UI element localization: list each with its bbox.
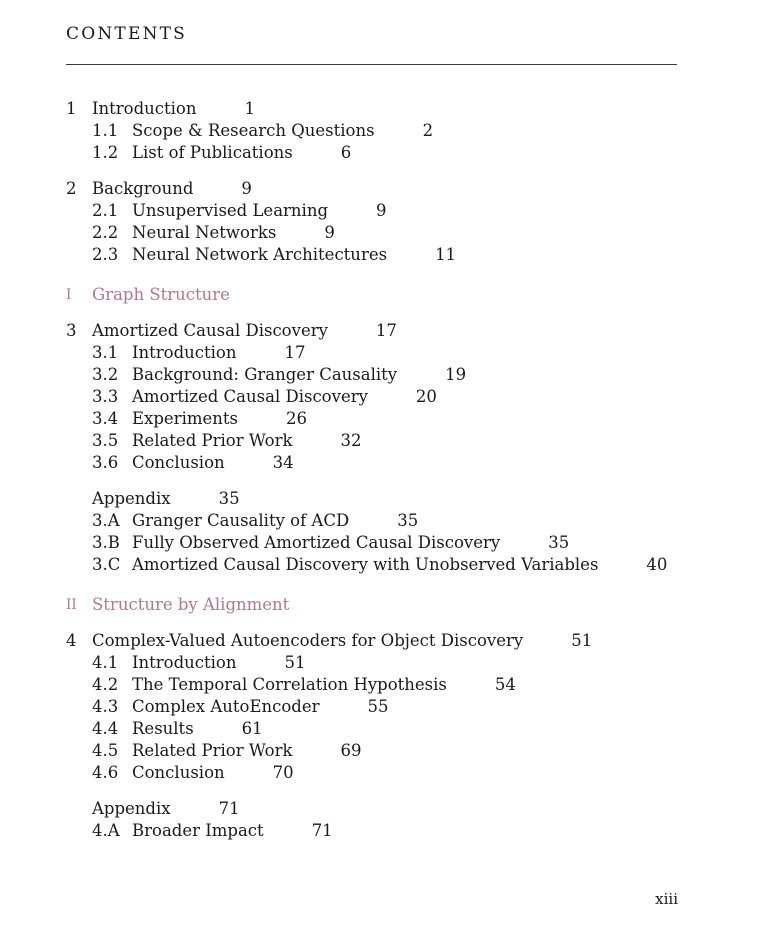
toc-section-entry[interactable] [0,674,782,696]
entry-title[interactable] [132,342,306,364]
entry-title[interactable] [132,740,362,762]
entry-title-text: Introduction [92,99,197,118]
entry-title-text: Neural Network Architectures [132,245,388,264]
toc-appendix-entry[interactable] [0,488,782,510]
entry-title-text: Appendix [92,489,171,508]
entry-number: I [66,287,72,303]
entry-title-text: Conclusion [132,453,225,472]
toc-spacer [0,266,782,284]
entry-page-number: 2 [422,121,434,140]
toc-spacer [0,616,782,630]
toc-section-entry[interactable] [0,510,782,532]
entry-title[interactable] [92,284,230,306]
entry-title[interactable] [132,762,294,784]
entry-title-text: Background [92,179,194,198]
entry-title[interactable] [132,408,307,430]
entry-title[interactable] [132,652,306,674]
entry-page-number: 1 [244,99,255,118]
entry-title[interactable] [92,594,289,616]
entry-title[interactable] [132,244,456,266]
entry-title[interactable] [92,178,252,200]
entry-title-text: Amortized Causal Discovery [132,387,368,406]
entry-title[interactable] [132,510,418,532]
entry-page-number: 35 [218,489,240,508]
entry-number: 2.2 [92,223,119,242]
toc-section-entry[interactable] [0,200,782,222]
entry-title[interactable] [132,386,437,408]
entry-page-number: 35 [397,511,419,530]
entry-number: 4.2 [92,675,119,694]
entry-page-number: 71 [311,821,333,840]
entry-page-number: 70 [272,763,294,782]
toc-section-entry[interactable] [0,342,782,364]
toc-spacer [0,784,782,798]
entry-number: 3.1 [92,343,119,362]
toc-section-entry[interactable] [0,430,782,452]
entry-title-text: Related Prior Work [132,741,293,760]
entry-title[interactable] [132,142,351,164]
entry-title[interactable] [132,222,335,244]
entry-page-number: 11 [435,245,457,264]
entry-page-number: 51 [571,631,593,650]
toc-part-entry[interactable] [0,594,782,616]
toc-section-entry[interactable] [0,718,782,740]
entry-page-number: 35 [548,533,570,552]
entry-title[interactable] [132,200,387,222]
entry-title-text: Complex-Valued Autoencoders for Object Discovery [92,631,524,650]
entry-page-number: 34 [272,453,294,472]
entry-title-text: Introduction [132,343,237,362]
entry-number: 4.1 [92,653,119,672]
toc-chapter-entry[interactable] [0,630,782,652]
entry-number: 3.B [92,533,120,552]
entry-number: 4.4 [92,719,119,738]
toc-heading: CONTENTS [66,24,188,44]
entry-title[interactable] [92,630,592,652]
entry-page-number: 51 [284,653,306,672]
entry-title[interactable] [132,820,333,842]
entry-number: 2.1 [92,201,119,220]
entry-number: 1 [66,99,77,118]
entry-number: 4.3 [92,697,119,716]
toc-section-entry[interactable] [0,554,782,576]
toc-section-entry[interactable] [0,740,782,762]
entry-title-text: Fully Observed Amortized Causal Discovery [132,533,501,552]
entry-page-number: 9 [376,201,387,220]
entry-title[interactable] [132,718,263,740]
page-number: xiii [655,890,678,908]
entry-title-text: Amortized Causal Discovery with Unobserved Variables [132,555,599,574]
heading-rule [66,64,677,65]
entry-number: II [66,597,77,613]
entry-page-number: 26 [285,409,307,428]
entry-title-text: Graph Structure [92,285,230,304]
entry-title-text: Amortized Causal Discovery [92,321,328,340]
entry-title[interactable] [132,430,362,452]
entry-page-number: 69 [340,741,362,760]
toc-section-entry[interactable] [0,652,782,674]
entry-title[interactable] [132,674,516,696]
entry-number: 4 [66,631,77,650]
entry-title-text: Conclusion [132,763,225,782]
entry-page-number: 19 [445,365,467,384]
toc-section-entry[interactable] [0,762,782,784]
entry-page-number: 17 [284,343,306,362]
entry-title[interactable] [92,798,240,820]
entry-number: 3.A [92,511,120,530]
entry-page-number: 40 [646,555,668,574]
toc-spacer [0,576,782,594]
toc-section-entry[interactable] [0,532,782,554]
entry-title[interactable] [92,98,255,120]
entry-number: 3.3 [92,387,119,406]
toc-spacer [0,164,782,178]
entry-number: 3.4 [92,409,119,428]
entry-title[interactable] [132,452,294,474]
entry-title-text: Neural Networks [132,223,277,242]
entry-title[interactable] [132,532,569,554]
entry-page-number: 54 [494,675,516,694]
entry-title[interactable] [92,320,397,342]
entry-page-number: 17 [375,321,397,340]
toc-section-entry[interactable] [0,696,782,718]
toc-section-entry[interactable] [0,244,782,266]
entry-number: 1.2 [92,143,119,162]
entry-number: 3.C [92,555,121,574]
toc-section-entry[interactable] [0,142,782,164]
entry-number: 3.2 [92,365,119,384]
entry-title-text: The Temporal Correlation Hypothesis [132,675,447,694]
entry-page-number: 9 [324,223,335,242]
entry-number: 4.A [92,821,120,840]
entry-number: 4.6 [92,763,119,782]
entry-title-text: Related Prior Work [132,431,293,450]
entry-title-text: Granger Causality of ACD [132,511,350,530]
entry-title-text: Introduction [132,653,237,672]
entry-number: 1.1 [92,121,119,140]
toc-appendix-entry[interactable] [0,798,782,820]
toc-section-entry[interactable] [0,364,782,386]
toc-section-entry[interactable] [0,408,782,430]
toc-section-entry[interactable] [0,452,782,474]
toc-part-entry[interactable] [0,284,782,306]
entry-page-number: 71 [218,799,240,818]
toc-section-entry[interactable] [0,386,782,408]
toc-section-entry[interactable] [0,222,782,244]
entry-title[interactable] [132,120,433,142]
entry-title[interactable] [132,696,389,718]
toc-spacer [0,474,782,488]
entry-title-text: List of Publications [132,143,293,162]
entry-title[interactable] [132,554,667,576]
entry-title[interactable] [92,488,240,510]
entry-title-text: Broader Impact [132,821,264,840]
toc-chapter-entry[interactable] [0,98,782,120]
toc-section-entry[interactable] [0,820,782,842]
entry-page-number: 61 [241,719,263,738]
entry-number: 3.6 [92,453,119,472]
entry-title-text: Complex AutoEncoder [132,697,320,716]
entry-number: 2 [66,179,77,198]
entry-title-text: Experiments [132,409,238,428]
entry-title-text: Unsupervised Learning [132,201,329,220]
entry-page-number: 32 [340,431,362,450]
entry-title[interactable] [132,364,466,386]
entry-page-number: 20 [415,387,437,406]
entry-title-text: Appendix [92,799,171,818]
entry-title-text: Results [132,719,194,738]
entry-page-number: 6 [340,143,352,162]
toc-chapter-entry[interactable] [0,178,782,200]
entry-page-number: 55 [367,697,389,716]
entry-number: 3 [66,321,77,340]
entry-page-number: 9 [241,179,252,198]
entry-title-text: Scope & Research Questions [132,121,375,140]
toc-section-entry[interactable] [0,120,782,142]
entry-title-text: Background: Granger Causality [132,365,398,384]
entry-title-text: Structure by Alignment [92,595,290,614]
entry-number: 4.5 [92,741,119,760]
toc-chapter-entry[interactable] [0,320,782,342]
toc-spacer [0,306,782,320]
entry-number: 2.3 [92,245,119,264]
table-of-contents [0,98,782,842]
entry-number: 3.5 [92,431,119,450]
